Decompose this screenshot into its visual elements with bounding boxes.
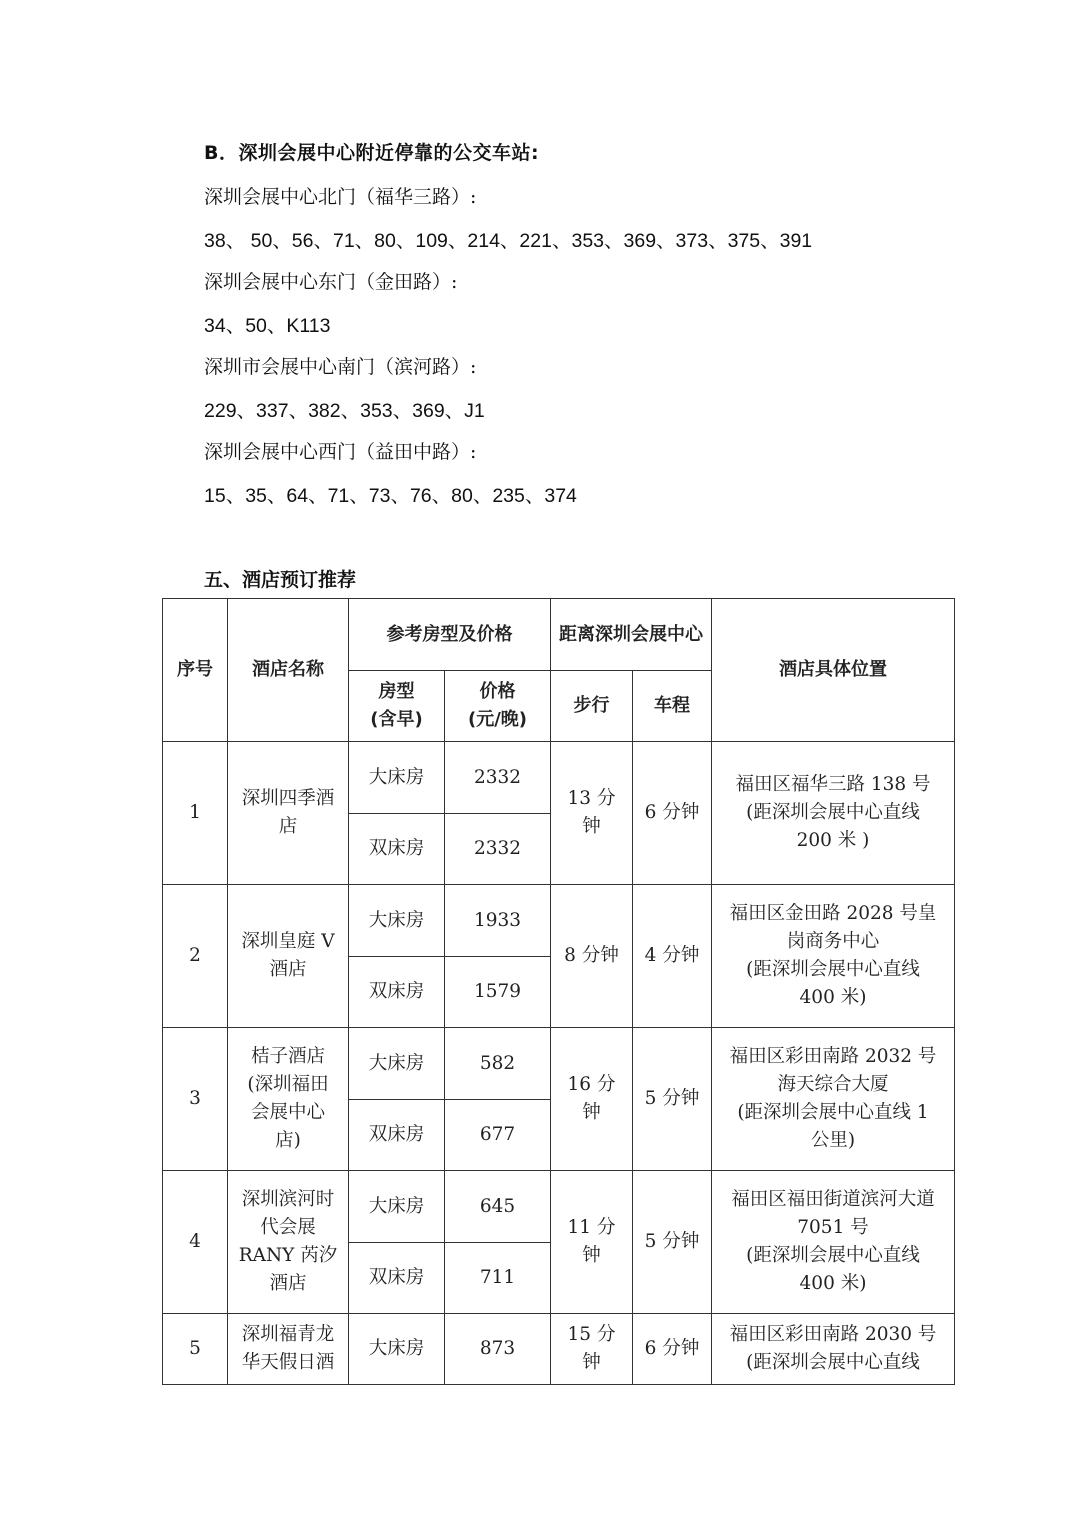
bus-stop-south-name: 深圳市会展中心南门（滨河路）:: [204, 356, 477, 378]
hotel-location: 福田区彩田南路 2030 号 (距深圳会展中心直线: [712, 1314, 955, 1385]
header-price: 价格 (元/晚): [445, 671, 551, 742]
drive-time: 5 分钟: [633, 1171, 712, 1314]
drive-time: 5 分钟: [633, 1028, 712, 1171]
room-price: 2332: [445, 814, 551, 885]
bus-stop-west-routes: 15、35、64、71、73、76、80、235、374: [204, 485, 577, 507]
hotel-location: 福田区福田街道滨河大道 7051 号 (距深圳会展中心直线 400 米): [712, 1171, 955, 1314]
hotel-no: 2: [163, 885, 228, 1028]
header-location: 酒店具体位置: [712, 599, 955, 742]
walk-time: 11 分 钟: [551, 1171, 633, 1314]
room-price: 1579: [445, 957, 551, 1028]
room-type: 双床房: [349, 1243, 445, 1314]
room-type: 双床房: [349, 814, 445, 885]
table-row: [163, 1314, 955, 1385]
hotel-section-title: 五、酒店预订推荐: [204, 569, 357, 591]
room-price: 873: [445, 1314, 551, 1385]
header-room-price: 参考房型及价格: [349, 599, 551, 671]
hotel-name: 深圳福青龙 华天假日酒: [228, 1314, 349, 1385]
hotel-table: [162, 598, 955, 1385]
hotel-location: 福田区金田路 2028 号皇 岗商务中心 (距深圳会展中心直线 400 米): [712, 885, 955, 1028]
hotel-no: 1: [163, 742, 228, 885]
drive-time: 6 分钟: [633, 742, 712, 885]
room-type: 大床房: [349, 1171, 445, 1243]
room-price: 645: [445, 1171, 551, 1243]
room-type: 大床房: [349, 1028, 445, 1100]
walk-time: 8 分钟: [551, 885, 633, 1028]
hotel-no: 4: [163, 1171, 228, 1314]
bus-stop-south-routes: 229、337、382、353、369、J1: [204, 400, 485, 422]
header-walk: 步行: [551, 671, 633, 742]
bus-stop-north-routes: 38、 50、56、71、80、109、214、221、353、369、373、375、391: [204, 230, 813, 252]
room-type: 大床房: [349, 1314, 445, 1385]
drive-time: 6 分钟: [633, 1314, 712, 1385]
bus-stop-east-routes: 34、50、K113: [204, 315, 331, 337]
header-distance: 距离深圳会展中心: [551, 599, 712, 671]
header-no: 序号: [163, 599, 228, 742]
room-price: 711: [445, 1243, 551, 1314]
hotel-no: 3: [163, 1028, 228, 1171]
bus-stop-north-name: 深圳会展中心北门（福华三路）:: [204, 186, 477, 208]
hotel-name: 深圳皇庭 V 酒店: [228, 885, 349, 1028]
header-room-type: 房型 (含早): [349, 671, 445, 742]
hotel-name: 桔子酒店 (深圳福田 会展中心 店): [228, 1028, 349, 1171]
room-type: 双床房: [349, 1100, 445, 1171]
table-row: [163, 1171, 955, 1243]
room-price: 582: [445, 1028, 551, 1100]
hotel-name: 深圳四季酒 店: [228, 742, 349, 885]
bus-stop-east-name: 深圳会展中心东门（金田路）:: [204, 271, 458, 293]
hotel-name: 深圳滨河时 代会展 RANY 芮汐 酒店: [228, 1171, 349, 1314]
room-type: 大床房: [349, 742, 445, 814]
hotel-location: 福田区福华三路 138 号 (距深圳会展中心直线 200 米 ): [712, 742, 955, 885]
header-hotel-name: 酒店名称: [228, 599, 349, 742]
table-row: [163, 1028, 955, 1100]
table-row: [163, 742, 955, 814]
room-type: 大床房: [349, 885, 445, 957]
room-price: 677: [445, 1100, 551, 1171]
walk-time: 13 分 钟: [551, 742, 633, 885]
room-price: 1933: [445, 885, 551, 957]
drive-time: 4 分钟: [633, 885, 712, 1028]
walk-time: 15 分 钟: [551, 1314, 633, 1385]
header-drive: 车程: [633, 671, 712, 742]
walk-time: 16 分 钟: [551, 1028, 633, 1171]
room-price: 2332: [445, 742, 551, 814]
bus-section-title: B．深圳会展中心附近停靠的公交车站:: [204, 142, 540, 164]
hotel-location: 福田区彩田南路 2032 号 海天综合大厦 (距深圳会展中心直线 1 公里): [712, 1028, 955, 1171]
table-row: [163, 885, 955, 957]
room-type: 双床房: [349, 957, 445, 1028]
hotel-no: 5: [163, 1314, 228, 1385]
bus-stop-west-name: 深圳会展中心西门（益田中路）:: [204, 441, 477, 463]
